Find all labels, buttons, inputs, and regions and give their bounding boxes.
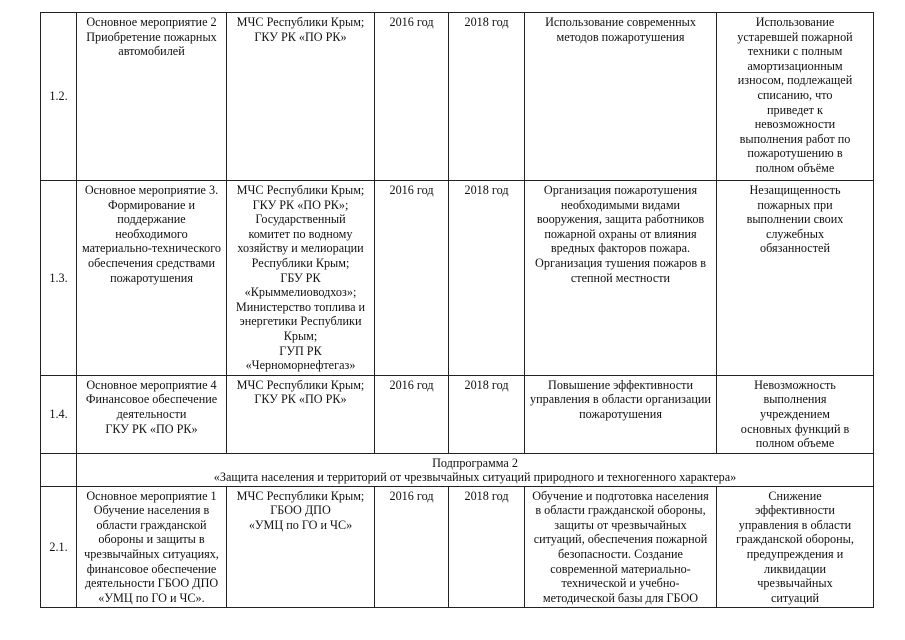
result-cell: Организация пожаротушения необходимыми видами вооружения, защита работников пожарной охраны от влияния вредных факторов пожара. Организация тушения пожаров в степной местности [525, 181, 717, 376]
subprogram-name: «Защита населения и территорий от чрезвычайных ситуаций природного и техногенного характера» [213, 469, 737, 484]
row-number: 1.3. [41, 181, 77, 376]
result-cell: Обучение и подготовка населения в области гражданской обороны, защиты от чрезвычайных ситуаций, обеспечения пожарной безопасности. Создание современной материально- технической и учебно- методической базы для ГБОО [525, 486, 717, 608]
consequence-cell: Незащищенность пожарных при выполнении своих служебных обязанностей [717, 181, 874, 376]
table-row [41, 13, 874, 181]
subprogram-row [41, 453, 874, 486]
end-year-cell: 2018 год [449, 486, 525, 608]
consequence-cell: Невозможность выполнения учреждением основных функций в полном объеме [717, 375, 874, 453]
program-table [40, 12, 874, 608]
event-cell: Основное мероприятие 4 Финансовое обеспечение деятельности ГКУ РК «ПО РК» [77, 375, 227, 453]
end-year-cell: 2018 год [449, 375, 525, 453]
result-cell: Повышение эффективности управления в области организации пожаротушения [525, 375, 717, 453]
empty-number-cell [41, 453, 77, 486]
executor-cell: МЧС Республики Крым; ГБОО ДПО «УМЦ по ГО и ЧС» [227, 486, 375, 608]
event-cell: Основное мероприятие 3. Формирование и поддержание необходимого материально-технического обеспечения средствами пожаротушения [77, 181, 227, 376]
executor-cell: МЧС Республики Крым; ГКУ РК «ПО РК»; Государственный комитет по водному хозяйству и мелиорации Республики Крым; ГБУ РК «Крыммелиоводхоз»; Министерство топлива и энергетики Республики Крым; ГУП РК «Черноморнефтегаз» [227, 181, 375, 376]
event-cell: Основное мероприятие 2 Приобретение пожарных автомобилей [77, 13, 227, 181]
start-year-cell: 2016 год [375, 375, 449, 453]
executor-cell: МЧС Республики Крым; ГКУ РК «ПО РК» [227, 375, 375, 453]
row-number: 1.4. [41, 375, 77, 453]
end-year-cell: 2018 год [449, 181, 525, 376]
table-row [41, 486, 874, 608]
subprogram-title: Подпрограмма 2 [432, 455, 518, 470]
consequence-cell: Снижение эффективности управления в области гражданской обороны, предупреждения и ликвидации чрезвычайных ситуаций [717, 486, 874, 608]
row-number: 1.2. [41, 13, 77, 181]
start-year-cell: 2016 год [375, 13, 449, 181]
consequence-cell: Использование устаревшей пожарной техники с полным амортизационным износом, подлежащей списанию, что приведет к невозможности выполнения работ по пожаротушению в полном объёме [717, 13, 874, 181]
subprogram-header [77, 453, 874, 486]
result-cell: Использование современных методов пожаротушения [525, 13, 717, 181]
start-year-cell: 2016 год [375, 181, 449, 376]
event-cell: Основное мероприятие 1 Обучение населения в области гражданской обороны и защиты в чрезвычайных ситуациях, финансовое обеспечение деятельности ГБОО ДПО «УМЦ по ГО и ЧС». [77, 486, 227, 608]
table-row [41, 375, 874, 453]
start-year-cell: 2016 год [375, 486, 449, 608]
end-year-cell: 2018 год [449, 13, 525, 181]
table-row [41, 181, 874, 376]
executor-cell: МЧС Республики Крым; ГКУ РК «ПО РК» [227, 13, 375, 181]
row-number: 2.1. [41, 486, 77, 608]
